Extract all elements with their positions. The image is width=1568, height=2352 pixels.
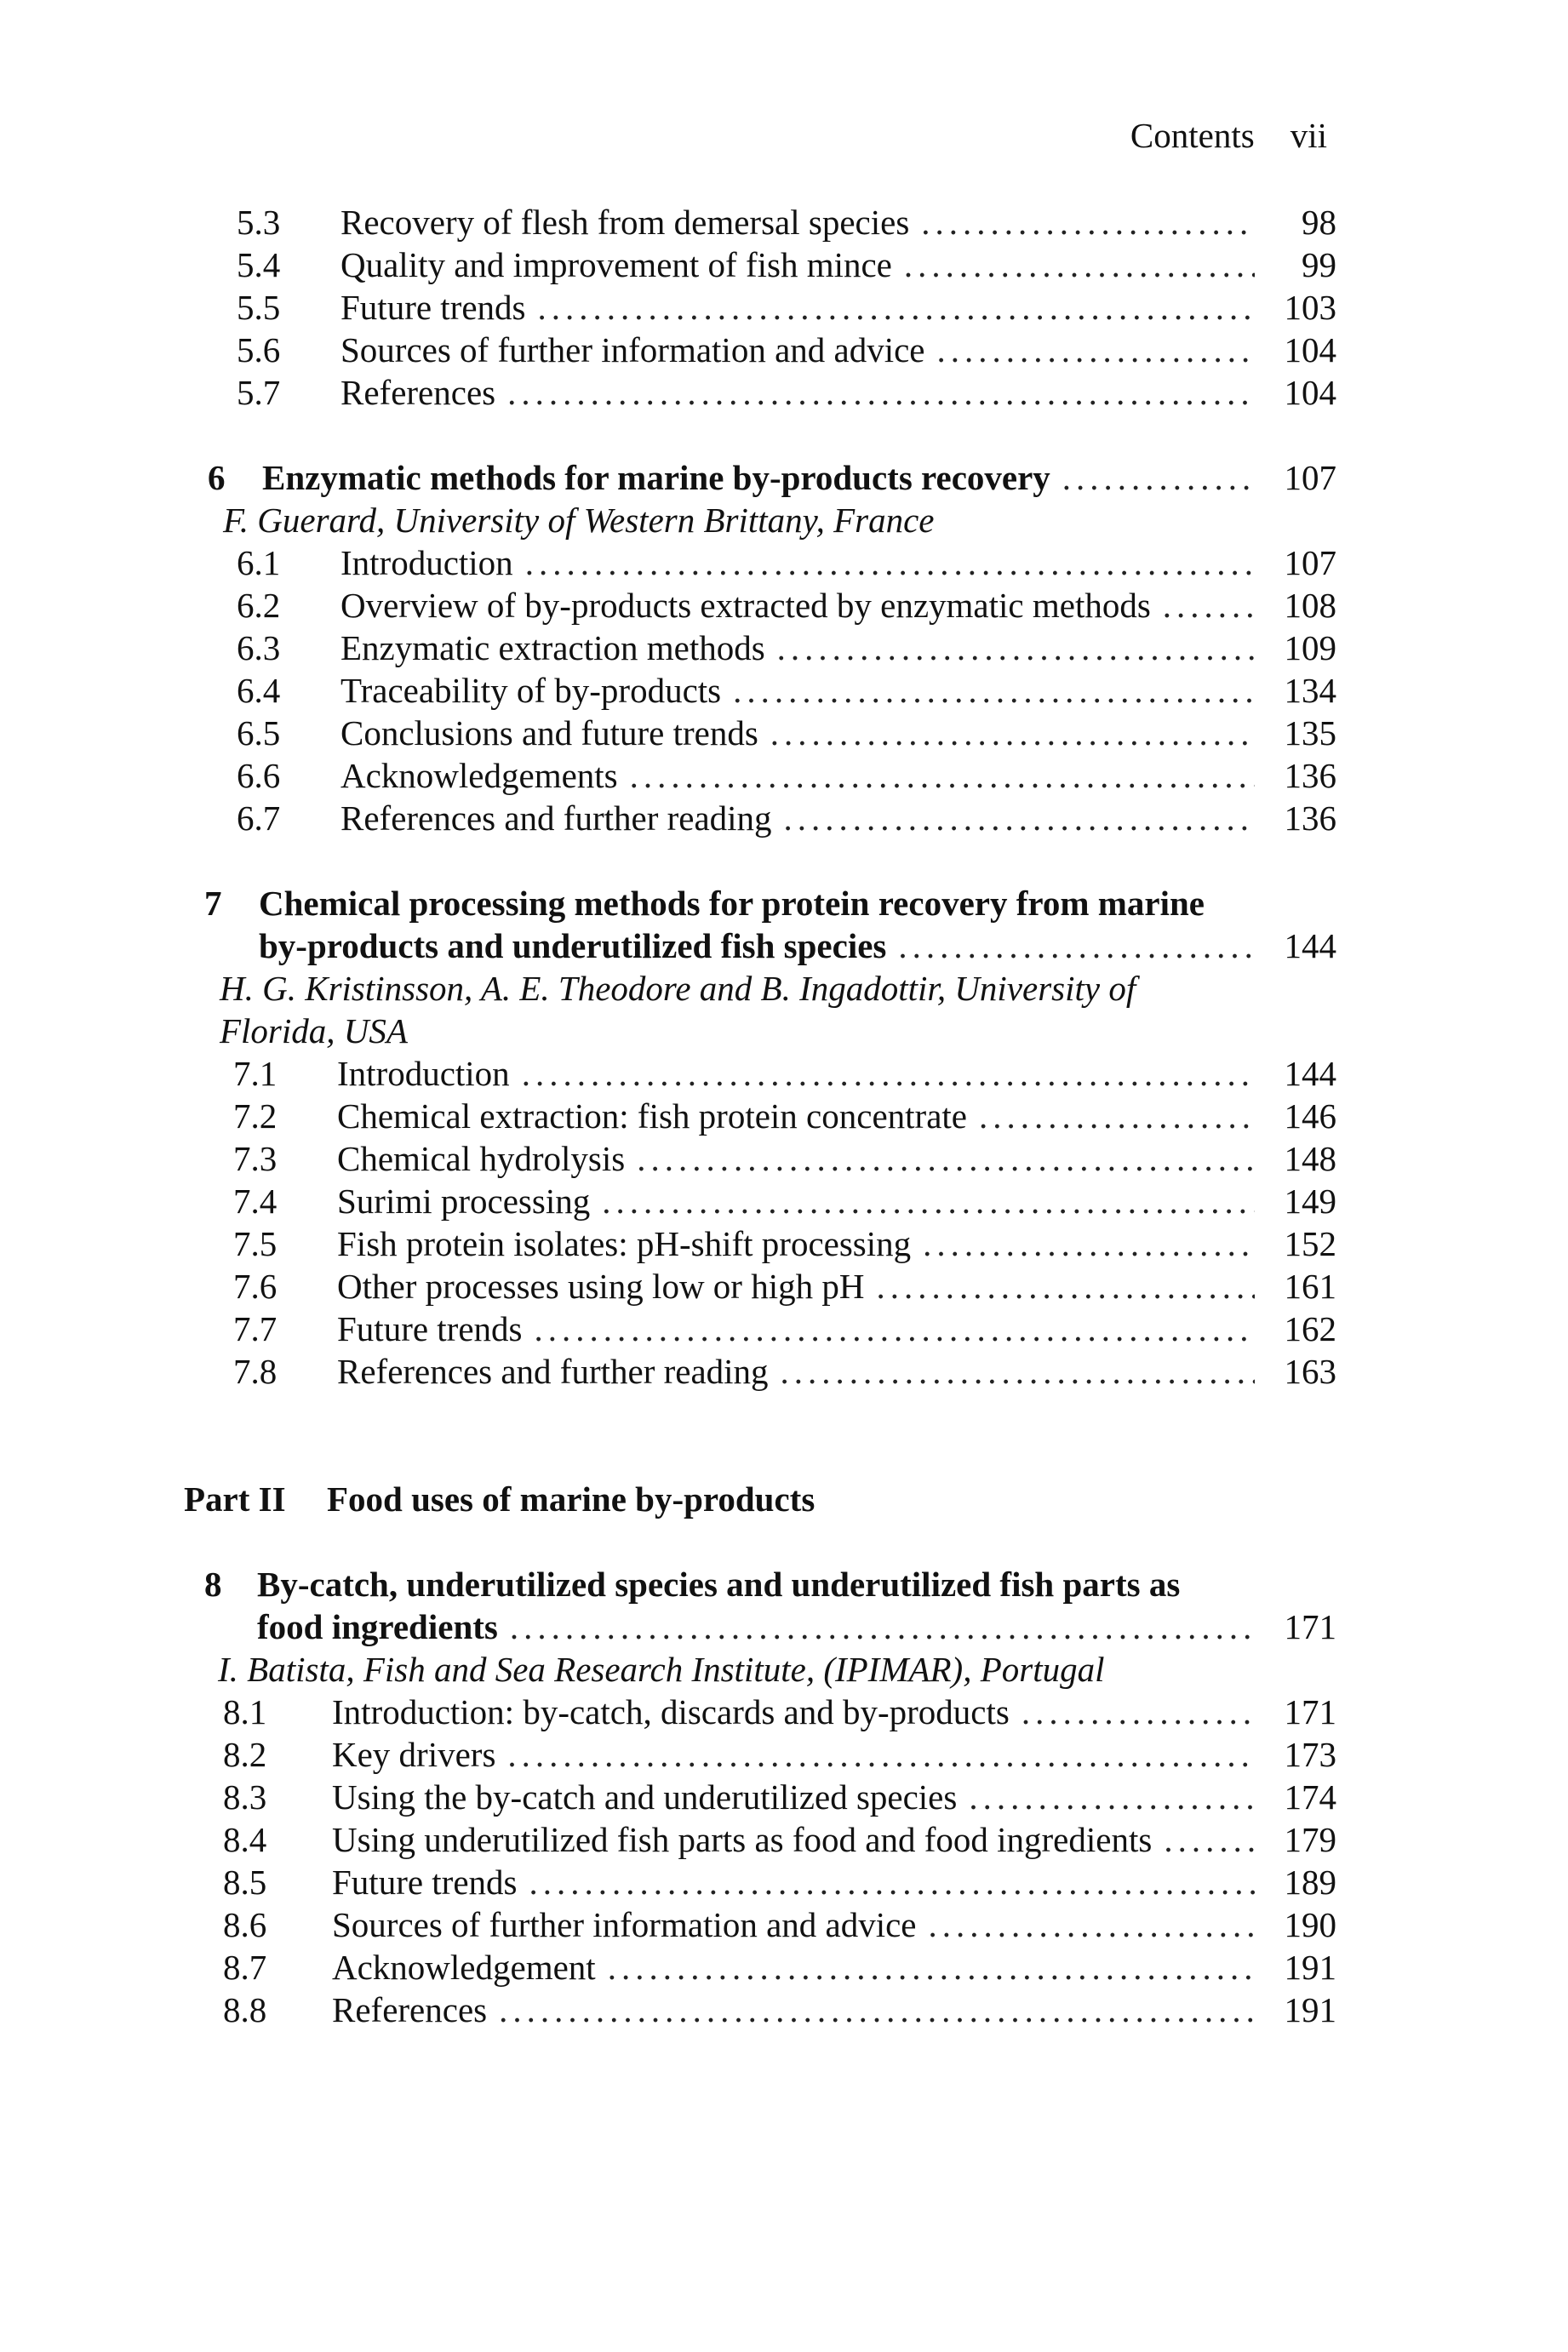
toc-entry[interactable] <box>0 1350 1568 1393</box>
page-number: 104 <box>1284 330 1336 369</box>
toc-entry[interactable] <box>0 329 1568 371</box>
chapter-title-line1: Chemical processing methods for protein recovery from marine <box>259 884 1205 923</box>
dot-leader <box>1021 1691 1255 1733</box>
section-title: References <box>332 1990 488 2029</box>
page-number: 190 <box>1284 1905 1336 1944</box>
dot-leader <box>535 1308 1256 1350</box>
section-number: 7.6 <box>233 1267 278 1306</box>
section-title: Introduction <box>337 1054 510 1093</box>
section-number: 8.1 <box>223 1692 267 1731</box>
section-number: 8.7 <box>223 1948 267 1987</box>
section-number: 7.1 <box>233 1054 278 1093</box>
chapter-number: 8 <box>204 1565 222 1604</box>
section-title: References and further reading <box>340 798 772 838</box>
dot-leader <box>637 1137 1255 1180</box>
dot-leader <box>770 712 1255 754</box>
chapter-entry[interactable] <box>0 456 1568 499</box>
section-number: 5.5 <box>237 288 281 327</box>
dot-leader <box>876 1265 1255 1308</box>
toc-entry[interactable] <box>0 754 1568 797</box>
chapter-number: 6 <box>208 458 226 497</box>
chapter-entry[interactable] <box>0 882 1568 924</box>
section-number: 5.3 <box>237 203 281 242</box>
dot-leader <box>630 754 1255 797</box>
page-number: 179 <box>1284 1820 1336 1859</box>
section-number: 6.1 <box>237 543 281 582</box>
header-label: Contents <box>1130 116 1255 155</box>
dot-leader <box>1163 584 1255 627</box>
toc-entry[interactable] <box>0 1861 1568 1903</box>
chapter-author: I. Batista, Fish and Sea Research Institute, (IPIMAR), Portugal <box>218 1650 1105 1689</box>
toc-entry[interactable] <box>0 627 1568 669</box>
page-number: 108 <box>1284 586 1336 625</box>
toc-entry[interactable] <box>0 669 1568 712</box>
page-number: 109 <box>1284 628 1336 667</box>
page-number: 135 <box>1284 713 1336 753</box>
page-number: 191 <box>1284 1948 1336 1987</box>
section-number: 5.6 <box>237 330 281 369</box>
toc-entry[interactable] <box>0 1137 1568 1180</box>
section-title: Traceability of by-products <box>340 671 722 710</box>
section-number: 7.8 <box>233 1352 278 1391</box>
toc-entry[interactable] <box>0 286 1568 329</box>
part-label: Part II <box>184 1479 286 1519</box>
chapter-title-line1: By-catch, underutilized species and underutilized fish parts as <box>257 1565 1181 1604</box>
page-number: 104 <box>1284 373 1336 412</box>
toc-entry[interactable] <box>0 797 1568 839</box>
toc-entry[interactable] <box>0 1222 1568 1265</box>
section-number: 7.5 <box>233 1224 278 1263</box>
dot-leader <box>1164 1818 1255 1861</box>
toc-entry[interactable] <box>0 584 1568 627</box>
toc-entry[interactable] <box>0 1776 1568 1818</box>
section-number: 6.6 <box>237 756 281 795</box>
section-title: Enzymatic extraction methods <box>340 628 765 667</box>
section-title: Future trends <box>337 1309 523 1348</box>
page-number: 163 <box>1284 1352 1336 1391</box>
dot-leader <box>923 1222 1255 1265</box>
section-title: Using the by-catch and underutilized species <box>332 1777 958 1817</box>
toc-entry[interactable] <box>0 541 1568 584</box>
section-title: References <box>340 373 496 412</box>
toc-entry[interactable] <box>0 371 1568 414</box>
dot-leader <box>929 1903 1255 1946</box>
dot-leader <box>937 329 1255 371</box>
section-number: 7.7 <box>233 1309 278 1348</box>
page-number: 191 <box>1284 1990 1336 2029</box>
page-number: 144 <box>1284 926 1336 965</box>
dot-leader <box>538 286 1256 329</box>
section-title: Introduction <box>340 543 513 582</box>
chapter-author: F. Guerard, University of Western Brittany, France <box>223 501 935 540</box>
page-number: 174 <box>1284 1777 1336 1817</box>
section-number: 8.5 <box>223 1863 267 1902</box>
dot-leader <box>499 1989 1255 2031</box>
page-number: 189 <box>1284 1863 1336 1902</box>
section-number: 8.4 <box>223 1820 267 1859</box>
chapter-title-line2: food ingredients <box>257 1607 498 1646</box>
part-heading <box>0 1478 1568 1520</box>
page-number: 173 <box>1284 1735 1336 1774</box>
toc-entry[interactable] <box>0 1265 1568 1308</box>
page-number: 98 <box>1302 203 1336 242</box>
section-title: Other processes using low or high pH <box>337 1267 865 1306</box>
section-number: 8.8 <box>223 1990 267 2029</box>
section-title: Quality and improvement of fish mince <box>340 245 892 284</box>
page-number: 99 <box>1302 245 1336 284</box>
toc-entry[interactable] <box>0 1818 1568 1861</box>
dot-leader <box>507 371 1255 414</box>
dot-leader <box>529 1861 1256 1903</box>
section-title: Surimi processing <box>337 1182 591 1221</box>
toc-entry[interactable] <box>0 1691 1568 1733</box>
dot-leader <box>1062 456 1255 499</box>
page-number: 161 <box>1284 1267 1336 1306</box>
part-title: Food uses of marine by-products <box>327 1479 815 1519</box>
toc-entry[interactable] <box>0 1733 1568 1776</box>
page-number: 146 <box>1284 1096 1336 1136</box>
chapter-entry[interactable] <box>0 1563 1568 1605</box>
dot-leader <box>507 1733 1255 1776</box>
section-number: 5.7 <box>237 373 281 412</box>
page-header <box>1130 114 1327 157</box>
toc-entry[interactable] <box>0 201 1568 243</box>
section-number: 8.6 <box>223 1905 267 1944</box>
dot-leader <box>784 797 1255 839</box>
header-page-number: vii <box>1290 116 1327 155</box>
section-title: Sources of further information and advice <box>332 1905 917 1944</box>
toc-entry[interactable] <box>0 1095 1568 1137</box>
page-number: 148 <box>1284 1139 1336 1178</box>
dot-leader <box>510 1605 1255 1648</box>
dot-leader <box>898 924 1255 967</box>
dot-leader <box>921 201 1255 243</box>
page-number: 144 <box>1284 1054 1336 1093</box>
dot-leader <box>969 1776 1255 1818</box>
dot-leader <box>525 541 1255 584</box>
dot-leader <box>522 1052 1255 1095</box>
dot-leader <box>979 1095 1255 1137</box>
toc-entry[interactable] <box>0 1989 1568 2031</box>
dot-leader <box>904 243 1255 286</box>
chapter-author: H. G. Kristinsson, A. E. Theodore and B. Ingadottir, University of <box>220 969 1136 1008</box>
toc-entry[interactable] <box>0 243 1568 286</box>
chapter-title: Enzymatic methods for marine by-products recovery <box>262 458 1050 497</box>
section-number: 6.3 <box>237 628 281 667</box>
chapter-title-line2: by-products and underutilized fish species <box>259 926 887 965</box>
section-title: Key drivers <box>332 1735 496 1774</box>
section-title: Using underutilized fish parts as food and food ingredients <box>332 1820 1153 1859</box>
chapter-number: 7 <box>204 884 222 923</box>
section-number: 6.4 <box>237 671 281 710</box>
dot-leader <box>602 1180 1255 1222</box>
dot-leader <box>777 627 1255 669</box>
toc-entry[interactable] <box>0 1903 1568 1946</box>
page-number: 171 <box>1284 1607 1336 1646</box>
section-number: 6.2 <box>237 586 281 625</box>
section-number: 5.4 <box>237 245 281 284</box>
section-title: Sources of further information and advice <box>340 330 925 369</box>
section-title: References and further reading <box>337 1352 769 1391</box>
page-number: 107 <box>1284 458 1336 497</box>
page-number: 107 <box>1284 543 1336 582</box>
dot-leader <box>733 669 1255 712</box>
section-title: Conclusions and future trends <box>340 713 758 753</box>
section-title: Overview of by-products extracted by enzymatic methods <box>340 586 1151 625</box>
section-title: Fish protein isolates: pH-shift processing <box>337 1224 912 1263</box>
chapter-entry-continued[interactable] <box>0 1605 1568 1648</box>
toc-entry[interactable] <box>0 1180 1568 1222</box>
dot-leader <box>781 1350 1255 1393</box>
section-number: 6.7 <box>237 798 281 838</box>
toc-entry[interactable] <box>0 1052 1568 1095</box>
dot-leader <box>608 1946 1255 1989</box>
section-number: 7.3 <box>233 1139 278 1178</box>
toc-entry[interactable] <box>0 1308 1568 1350</box>
page-number: 136 <box>1284 798 1336 838</box>
page-number: 149 <box>1284 1182 1336 1221</box>
section-number: 8.3 <box>223 1777 267 1817</box>
page-number: 134 <box>1284 671 1336 710</box>
section-title: Future trends <box>340 288 526 327</box>
section-title: Chemical extraction: fish protein concentrate <box>337 1096 967 1136</box>
section-number: 8.2 <box>223 1735 267 1774</box>
section-title: Chemical hydrolysis <box>337 1139 626 1178</box>
page-number: 103 <box>1284 288 1336 327</box>
section-title: Acknowledgements <box>340 756 618 795</box>
toc-entry[interactable] <box>0 712 1568 754</box>
section-title: Recovery of flesh from demersal species <box>340 203 910 242</box>
chapter-entry-continued[interactable] <box>0 924 1568 967</box>
section-title: Introduction: by-catch, discards and by-products <box>332 1692 1010 1731</box>
section-number: 7.2 <box>233 1096 278 1136</box>
page-number: 136 <box>1284 756 1336 795</box>
section-number: 6.5 <box>237 713 281 753</box>
section-title: Future trends <box>332 1863 518 1902</box>
toc-entry[interactable] <box>0 1946 1568 1989</box>
page-number: 171 <box>1284 1692 1336 1731</box>
section-number: 7.4 <box>233 1182 278 1221</box>
page-number: 152 <box>1284 1224 1336 1263</box>
chapter-author-continued: Florida, USA <box>220 1011 408 1050</box>
section-title: Acknowledgement <box>332 1948 596 1987</box>
page-number: 162 <box>1284 1309 1336 1348</box>
